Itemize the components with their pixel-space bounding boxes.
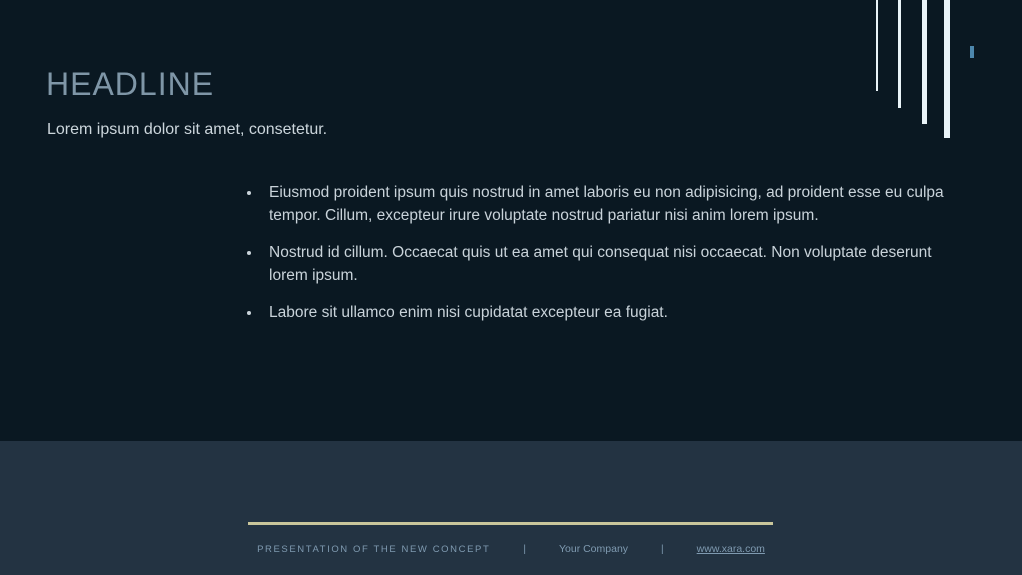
footer: [0, 543, 1022, 555]
footer-presentation-label: PRESENTATION OF THE NEW CONCEPT: [257, 543, 491, 555]
vertical-line-3: [922, 0, 927, 124]
vertical-line-4: [944, 0, 950, 138]
footer-separator: |: [661, 543, 664, 555]
footer-separator: |: [523, 543, 526, 555]
footer-company-name: Your Company: [558, 543, 629, 555]
footer-website-link[interactable]: www.xara.com: [696, 543, 765, 555]
vertical-line-2: [898, 0, 901, 108]
bullet-item: • Labore sit ullamco enim nisi cupidatat excepteur ea fugiat.: [262, 301, 973, 324]
bullet-item: • Eiusmod proident ipsum quis nostrud in amet laboris eu non adipisicing, ad proident esse eu culpa tempor. Cillum, excepteur irure voluptate nostrud pariatur nisi anim lorem ipsum.: [262, 181, 973, 227]
bullet-item: • Nostrud id cillum. Occaecat quis ut ea amet qui consequat nisi occaecat. Non voluptate deserunt lorem ipsum.: [262, 241, 973, 287]
slide-subtitle: Lorem ipsum dolor sit amet, consetetur.: [47, 121, 328, 138]
accent-dash: [970, 46, 974, 58]
bullet-list: [245, 181, 973, 338]
footer-divider: [248, 522, 773, 525]
vertical-line-1: [876, 0, 878, 91]
slide-title: HEADLINE: [46, 66, 215, 102]
